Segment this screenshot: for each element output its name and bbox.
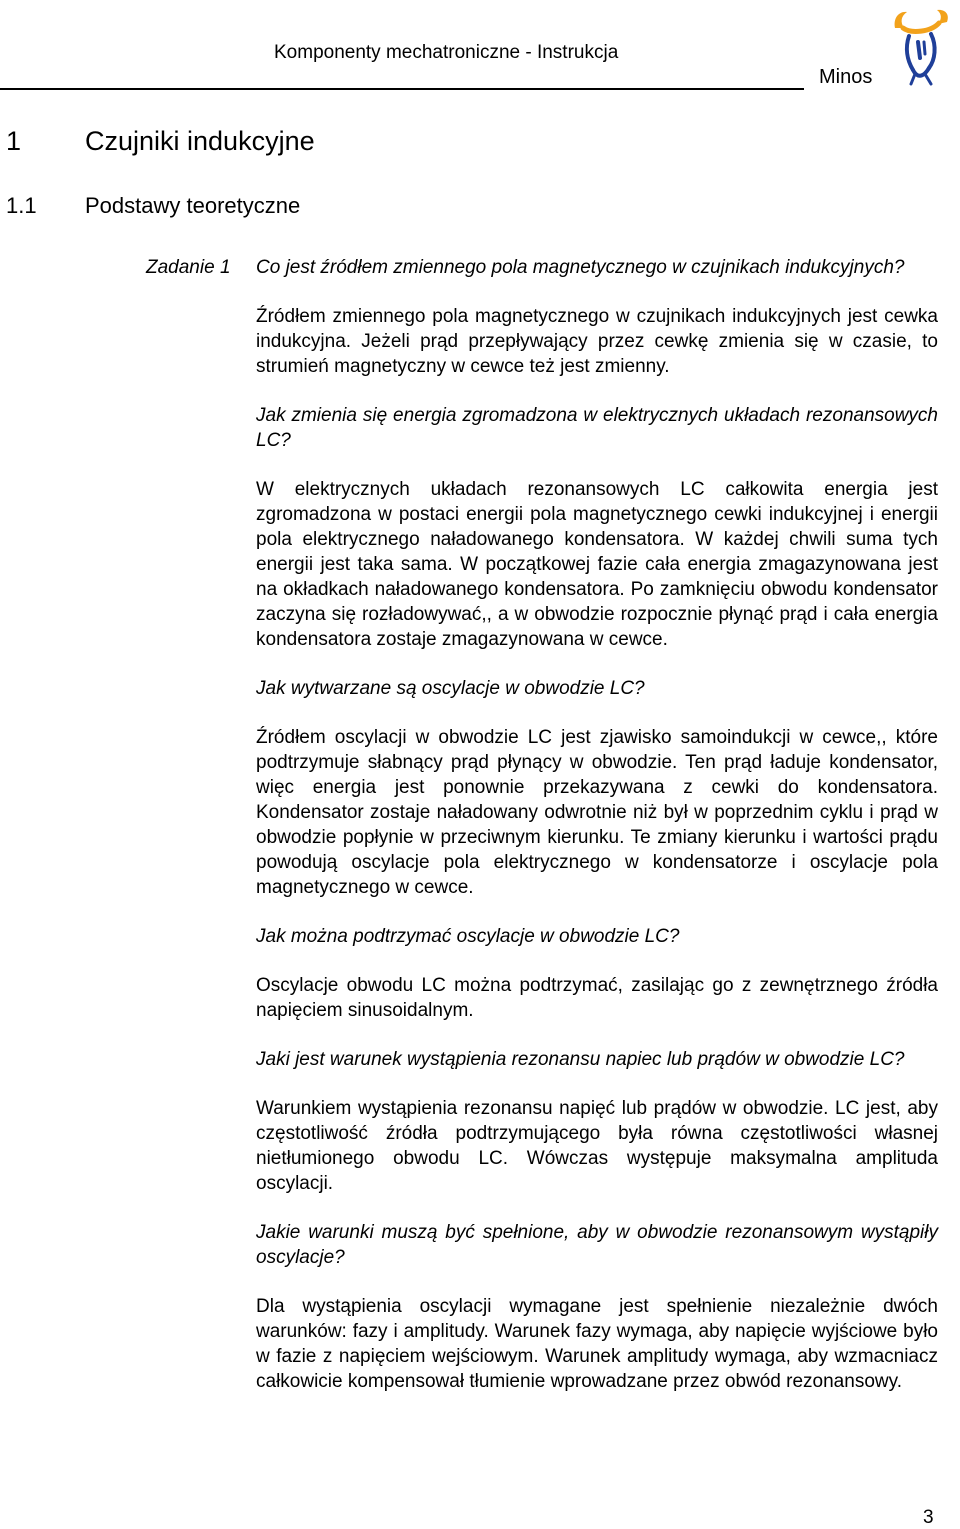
question-1: Co jest źródłem zmiennego pola magnetycznego w czujnikach indukcyjnych? <box>256 257 905 278</box>
subsection-title: Podstawy teoretyczne <box>85 193 301 218</box>
section-number: 1 <box>6 126 22 156</box>
answer-1: Źródłem zmiennego pola magnetycznego w czujnikach indukcyjnych jest cewka indukcyjna. Jeżeli prąd przepływający przez cewkę zmienia się w czasie, to strumień magnetyczny w cewce też jest zmienny. <box>256 306 938 377</box>
question-2: Jak zmienia się energia zgromadzona w elektrycznych układach rezonansowych LC? <box>256 405 938 451</box>
question-5: Jaki jest warunek wystąpienia rezonansu napiec lub prądów w obwodzie LC? <box>256 1049 905 1070</box>
question-6: Jakie warunki muszą być spełnione, aby w obwodzie rezonansowym wystąpiły oscylacje? <box>256 1222 938 1268</box>
question-3: Jak wytwarzane są oscylacje w obwodzie LC? <box>256 678 645 699</box>
minos-bull-logo-icon <box>891 8 951 86</box>
header-divider <box>0 88 804 90</box>
header-brand: Minos <box>819 66 873 88</box>
task-content <box>256 255 938 1418</box>
answer-6: Dla wystąpienia oscylacji wymagane jest spełnienie niezależnie dwóch warunków: fazy i amplitudy. Warunek fazy wymaga, aby napięcie wyjściowe było w fazie z napięciem wejściowym. Warunek amplitudy wymaga, aby wzmacniacz całkowicie kompensował tłumienie wprowadzane przez obwód rezonansowy. <box>256 1296 938 1392</box>
answer-5: Warunkiem wystąpienia rezonansu napięć lub prądów w obwodzie. LC jest, aby częstotliwość źródła podtrzymującego była równa częstotliwości własnej nietłumionego obwodu LC. Wówczas występuje maksymalna amplituda oscylacji. <box>256 1098 938 1194</box>
answer-4: Oscylacje obwodu LC można podtrzymać, zasilając go z zewnętrznego źródła napięciem sinusoidalnym. <box>256 975 938 1021</box>
answer-3: Źródłem oscylacji w obwodzie LC jest zjawisko samoindukcji w cewce,, które podtrzymuje słabnący prąd płynący w obwodzie. Ten prąd ładuje kondensator, więc energia jest ponownie przekazywana z cewki do kondensatora. Kondensator zostaje naładowany odwrotnie niż był w poprzednim cyklu i prąd w obwodzie popłynie w przeciwnym kierunku. Te zmiany kierunku i wartości prądu powodują oscylacje pola elektrycznego w kondensatorze i oscylacje pola magnetycznego w cewce. <box>256 727 938 898</box>
task-label: Zadanie 1 <box>146 257 231 278</box>
page-number: 3 <box>923 1507 934 1528</box>
section-title: Czujniki indukcyjne <box>85 126 315 156</box>
question-4: Jak można podtrzymać oscylacje w obwodzie LC? <box>256 926 680 947</box>
subsection-number: 1.1 <box>6 193 37 218</box>
answer-2: W elektrycznych układach rezonansowych LC całkowita energia jest zgromadzona w postaci energii pola magnetycznego cewki indukcyjnej i energii pola elektrycznego naładowanego kondensatora. W każdej chwili suma tych energii jest taka sama. W początkowej fazie cała energia zmagazynowana jest na okładkach naładowanego kondensatora. Po zamknięciu obwodu kondensator zaczyna się rozładowywać,, a w obwodzie rozpocznie płynąć prąd i cała energia kondensatora zostaje zmagazynowana w cewce. <box>256 479 938 650</box>
header-title: Komponenty mechatroniczne - Instrukcja <box>274 42 619 63</box>
